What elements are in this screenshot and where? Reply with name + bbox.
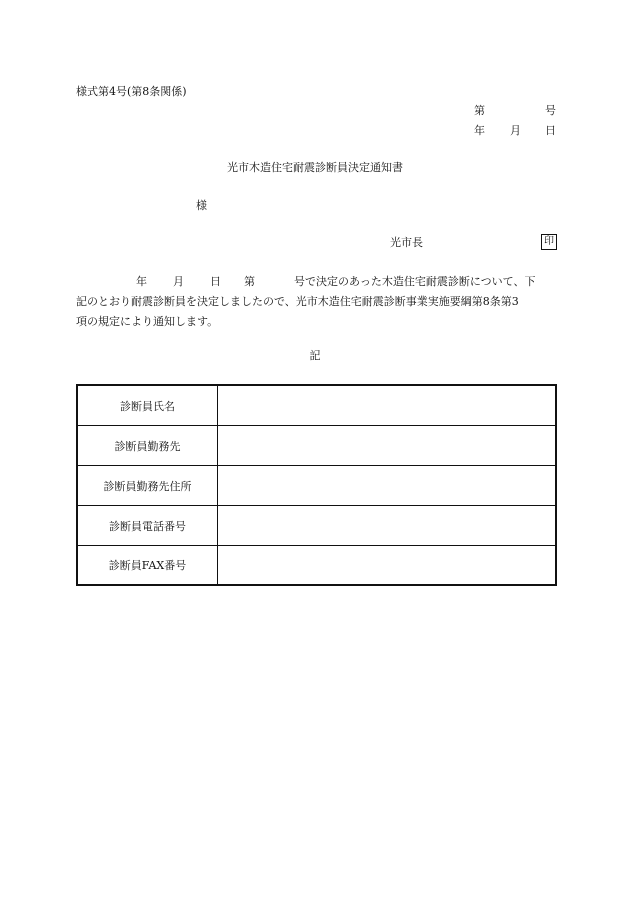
table-row xyxy=(78,466,555,506)
page-title: 光市木造住宅耐震診断員決定通知書 xyxy=(227,161,403,174)
diagnostician-info-table xyxy=(76,384,557,586)
diagnostician-name-field[interactable] xyxy=(218,386,555,425)
diagnostician-phone-field[interactable] xyxy=(218,506,555,545)
body-line-2-text: 記のとおり耐震診断員を決定しましたので、光市木造住宅耐震診断事業実施要綱第8条第3 xyxy=(76,295,519,308)
table-row-label: 診断員勤務先住所 xyxy=(78,466,218,505)
diagnostician-employer-address-field[interactable] xyxy=(218,466,555,505)
body-line-3 xyxy=(76,312,556,332)
ki-heading: 記 xyxy=(309,349,321,362)
table-row-label: 診断員電話番号 xyxy=(78,506,218,545)
diagnostician-fax-field[interactable] xyxy=(218,546,555,584)
body-line-3-text: 項の規定により通知します。 xyxy=(76,315,219,328)
form-number: 様式第4号(第8条関係) xyxy=(76,85,187,98)
table-row xyxy=(78,546,555,584)
body-line-2 xyxy=(76,292,556,312)
body-day-label: 日 xyxy=(210,275,221,288)
doc-number-prefix: 第 xyxy=(474,104,485,117)
body-paragraph xyxy=(76,272,556,332)
issuer-title: 光市長 xyxy=(390,236,423,249)
date-month-label: 月 xyxy=(510,124,521,137)
body-line-1 xyxy=(76,272,556,292)
date-year-label: 年 xyxy=(474,124,485,137)
body-number-prefix: 第 xyxy=(244,275,255,288)
addressee-honorific: 様 xyxy=(196,199,207,212)
date-day-label: 日 xyxy=(545,124,556,137)
table-row xyxy=(78,386,555,426)
body-month-label: 月 xyxy=(173,275,184,288)
seal-stamp-mark: 印 xyxy=(541,234,557,250)
diagnostician-employer-field[interactable] xyxy=(218,426,555,465)
doc-number-suffix: 号 xyxy=(545,104,556,117)
table-row xyxy=(78,426,555,466)
body-line-1-text: 号で決定のあった木造住宅耐震診断について、下 xyxy=(294,275,536,288)
body-year-label: 年 xyxy=(136,275,147,288)
table-row xyxy=(78,506,555,546)
table-row-label: 診断員氏名 xyxy=(78,386,218,425)
table-row-label: 診断員勤務先 xyxy=(78,426,218,465)
table-row-label: 診断員FAX番号 xyxy=(78,546,218,584)
